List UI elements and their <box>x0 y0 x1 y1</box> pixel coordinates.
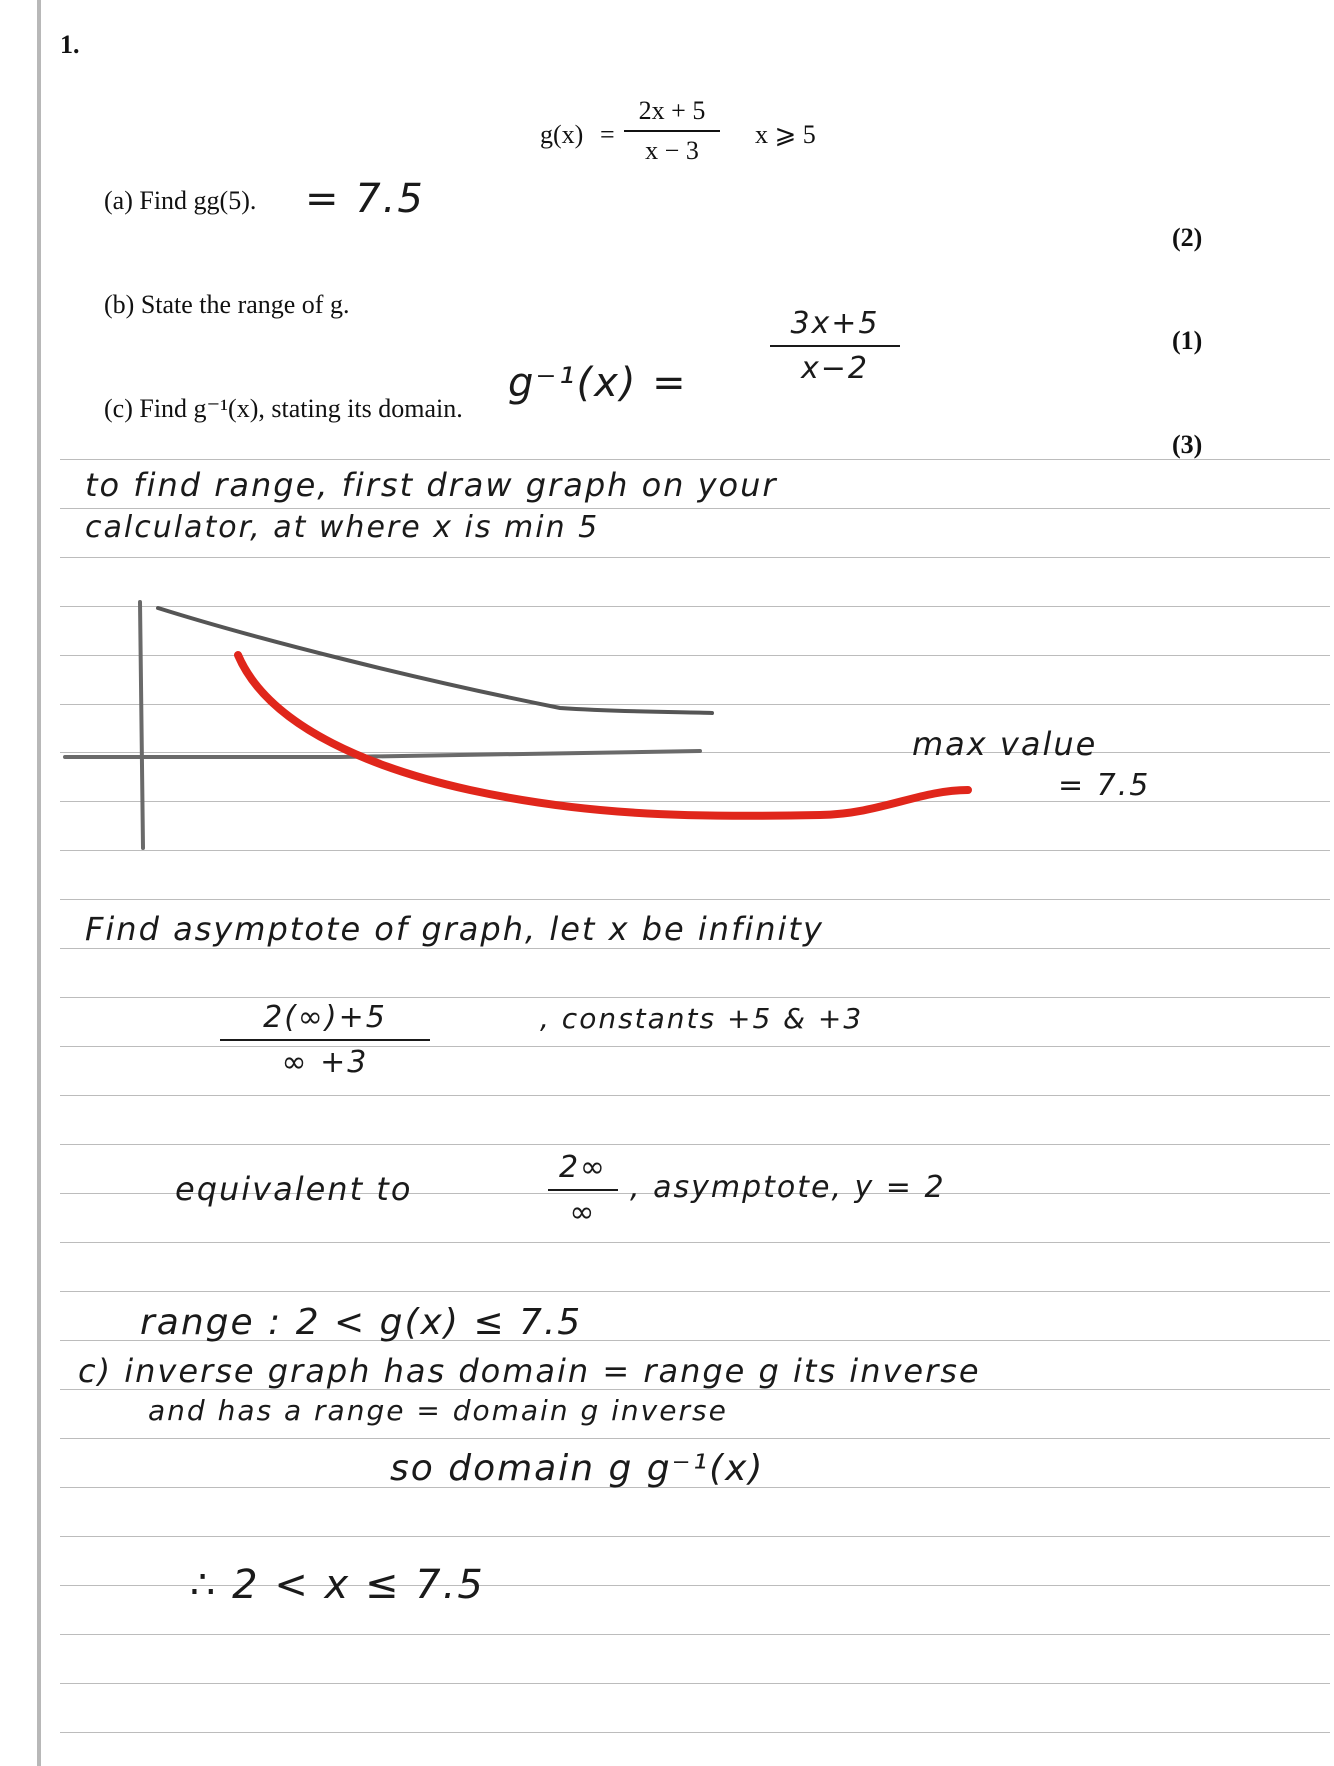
function-equals: = <box>600 120 615 149</box>
inverse-numerator: 3x+5 <box>790 306 880 341</box>
function-numerator: 2x + 5 <box>638 96 706 125</box>
inverse-lhs: g⁻¹(x) = <box>508 360 688 406</box>
note-line-1: to find range, first draw graph on your <box>85 466 778 504</box>
answer-a: = 7.5 <box>305 176 425 222</box>
part-b-marks: (1) <box>1172 326 1203 355</box>
function-lhs: g(x) <box>540 120 584 149</box>
red-curve <box>238 655 968 816</box>
so-domain-line: so domain g g⁻¹(x) <box>390 1448 765 1489</box>
part-c-line-2: and has a range = domain g inverse <box>148 1394 728 1427</box>
constants-note: , constants +5 & +3 <box>540 1002 864 1035</box>
infinity-numerator: 2(∞)+5 <box>263 1000 387 1035</box>
question-number: 1. <box>60 30 80 59</box>
x-axis <box>65 751 700 757</box>
part-a-label: (a) Find gg(5). <box>104 186 257 215</box>
final-answer: ∴ 2 < x ≤ 7.5 <box>190 1562 485 1608</box>
function-condition: x ⩾ 5 <box>755 120 816 149</box>
fraction-bar <box>548 1189 618 1191</box>
y-axis <box>140 602 143 848</box>
asymptote-line: Find asymptote of graph, let x be infinity <box>85 910 824 948</box>
fraction-bar <box>220 1039 430 1041</box>
equivalent-numerator: 2∞ <box>558 1150 608 1185</box>
equivalent-fraction <box>548 1150 618 1230</box>
range-answer: range : 2 < g(x) ≤ 7.5 <box>140 1302 583 1343</box>
part-c-label: (c) Find g⁻¹(x), stating its domain. <box>104 394 463 423</box>
equivalent-prefix: equivalent to <box>175 1170 413 1208</box>
inverse-denominator: x−2 <box>801 351 869 386</box>
equivalent-denominator: ∞ <box>569 1195 597 1230</box>
max-value: = 7.5 <box>1058 768 1151 803</box>
function-denominator: x − 3 <box>645 136 699 165</box>
part-c-line-1: c) inverse graph has domain = range g its inverse <box>78 1352 981 1390</box>
equivalent-suffix: , asymptote, y = 2 <box>630 1170 946 1205</box>
part-a-marks: (2) <box>1172 223 1203 252</box>
note-line-2: calculator, at where x is min 5 <box>85 510 600 545</box>
infinity-denominator: ∞ +3 <box>281 1045 369 1080</box>
max-label: max value <box>912 725 1098 763</box>
part-c-marks: (3) <box>1172 430 1203 459</box>
part-b-label: (b) State the range of g. <box>104 290 350 319</box>
infinity-fraction <box>220 1000 430 1080</box>
